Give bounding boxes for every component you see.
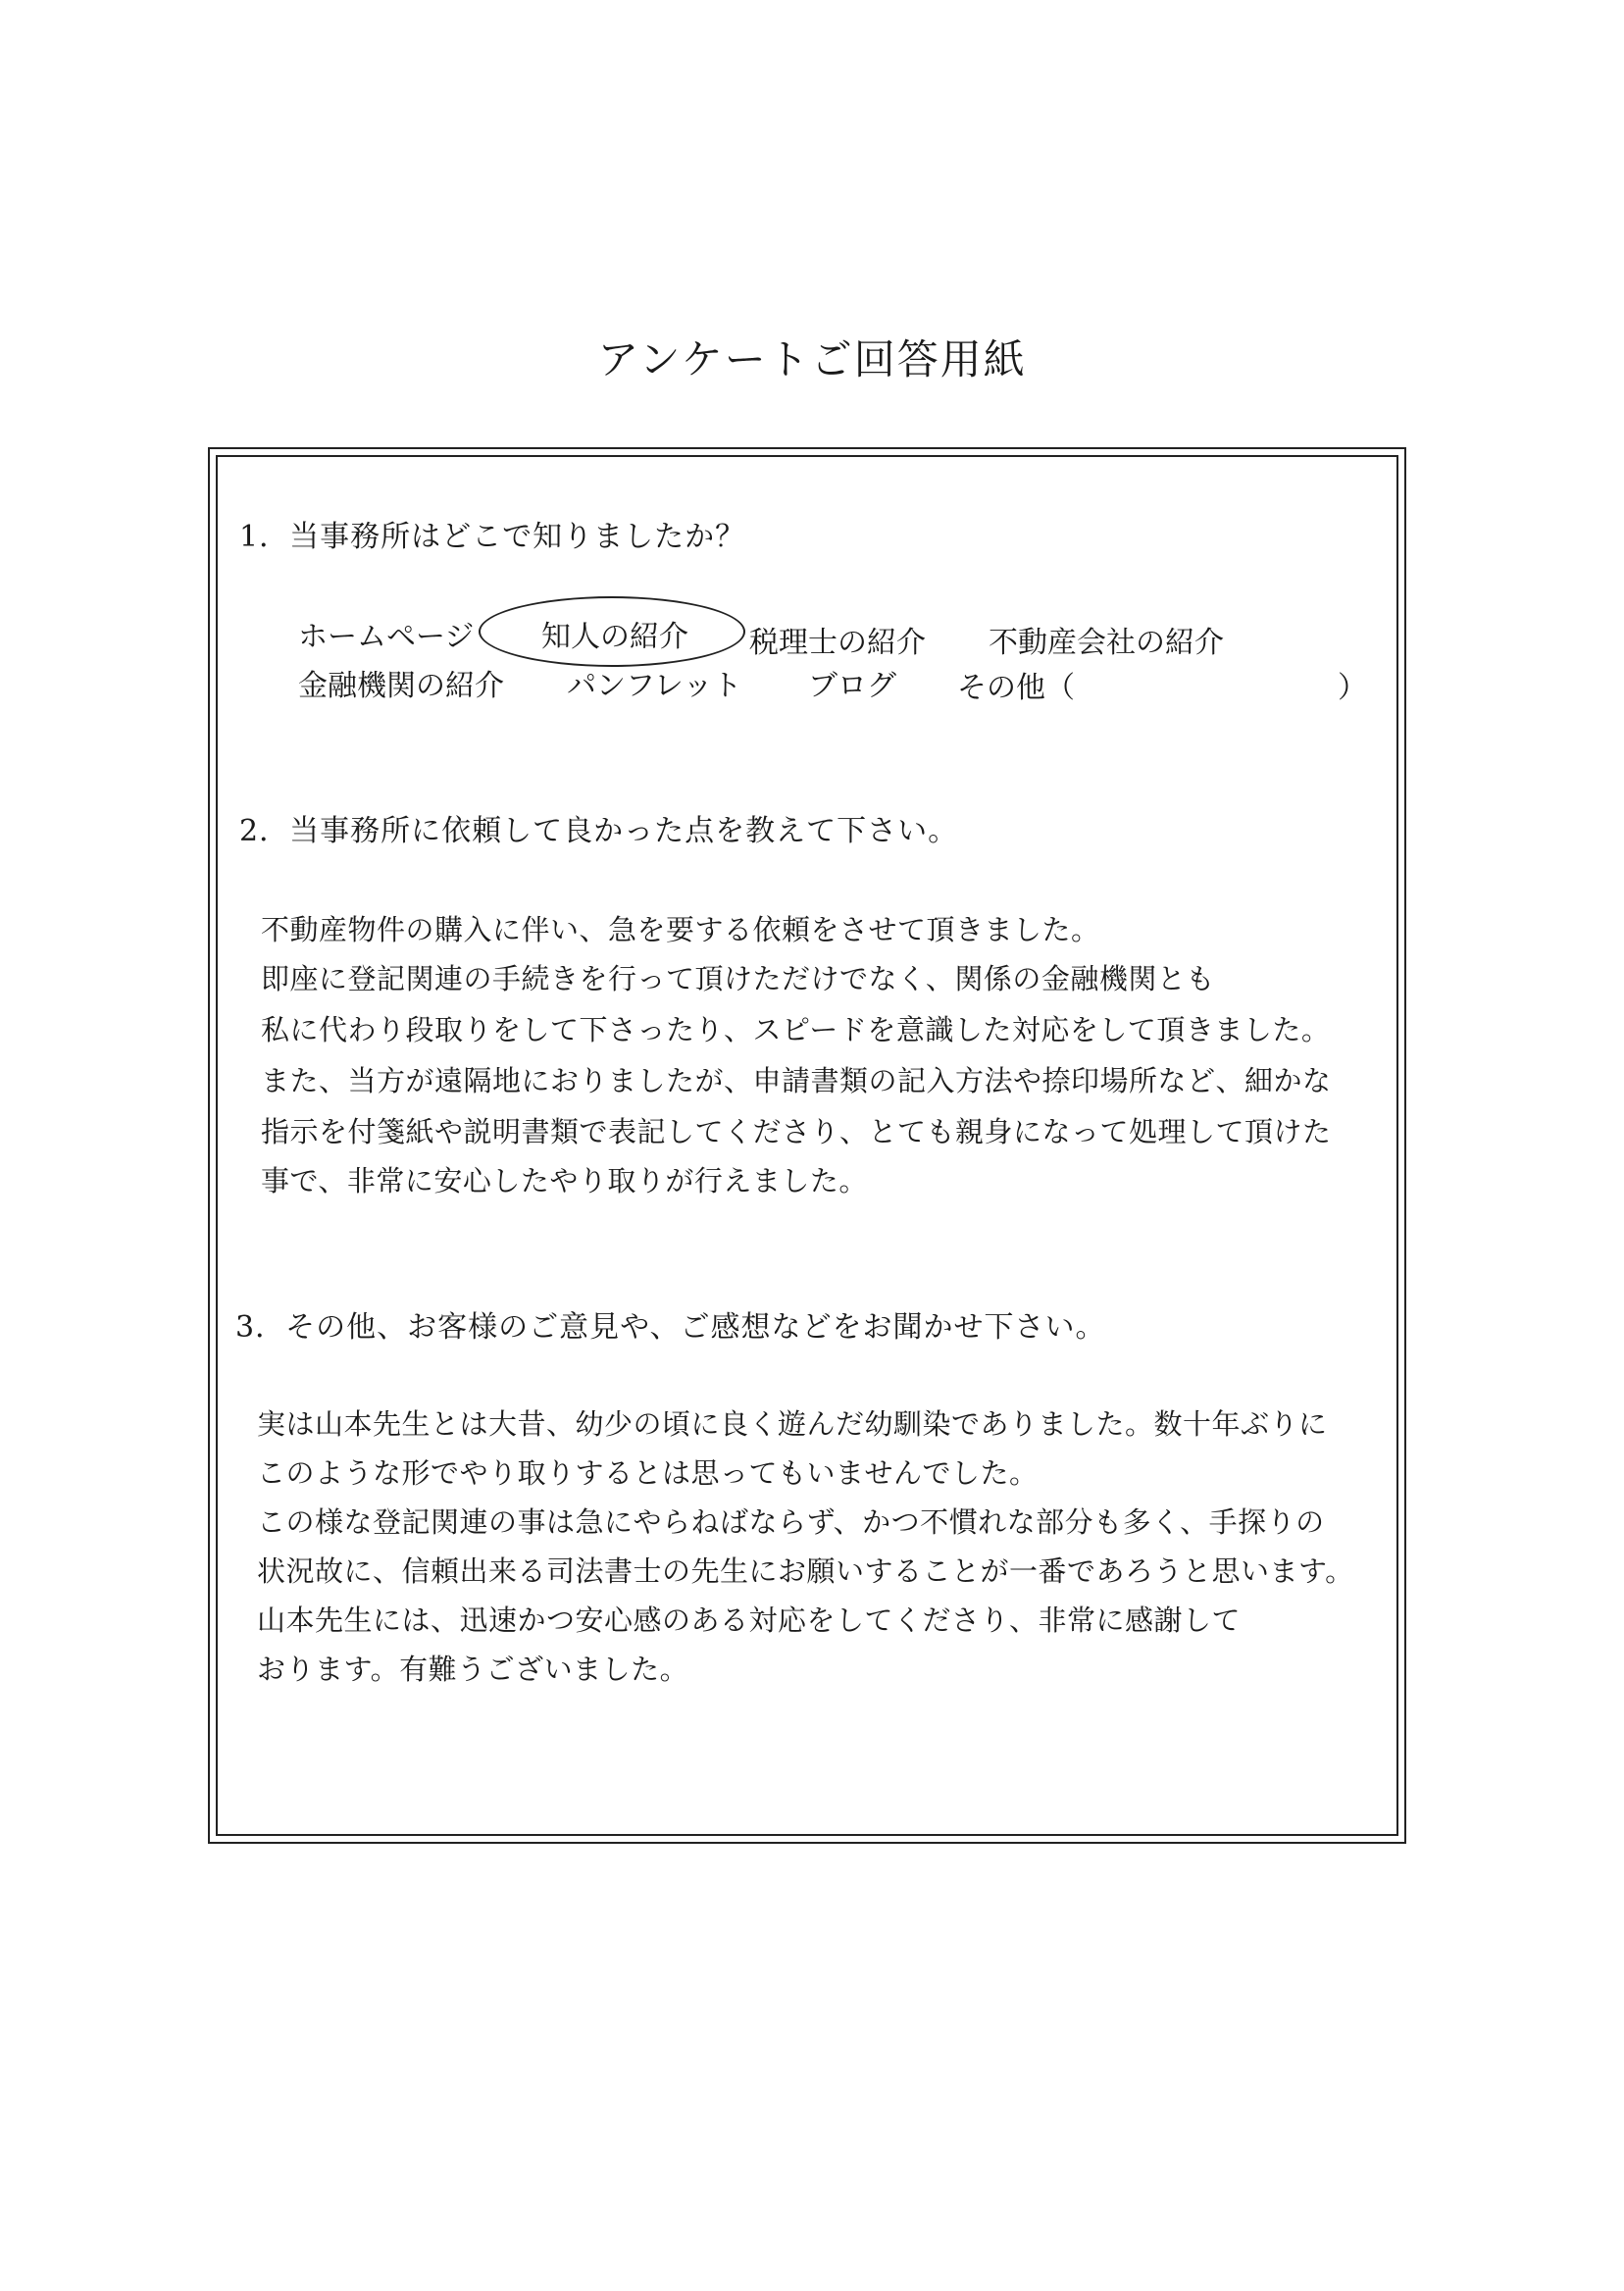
option-tax-accountant[interactable]: 税理士の紹介 xyxy=(749,626,926,660)
answer-3-line: この様な登記関連の事は急にやらねばならず、かつ不慣れな部分も多く、手探りの xyxy=(257,1505,1325,1539)
answer-2-line: 指示を付箋紙や説明書類で表記してくださり、とても親身になって処理して頂けた xyxy=(261,1115,1332,1148)
answer-2-line: 私に代わり段取りをして下さったり、スピードを意識した対応をして頂きました。 xyxy=(261,1013,1331,1046)
answer-2-line: 即座に登記関連の手続きを行って頂けただけでなく、関係の金融機関とも xyxy=(261,962,1215,995)
answer-2-line: また、当方が遠隔地におりましたが、申請書類の記入方法や捺印場所など、細かな xyxy=(261,1064,1332,1097)
answer-3-line: 実は山本先生とは大昔、幼少の頃に良く遊んだ幼馴染でありました。数十年ぶりに xyxy=(257,1407,1328,1441)
selected-circle-mark xyxy=(479,596,745,667)
option-acquaintance[interactable]: 知人の紹介 xyxy=(541,620,688,654)
option-financial-institution[interactable]: 金融機関の紹介 xyxy=(298,669,504,703)
question-2: 2．当事務所に依頼して良かった点を教えて下さい。 xyxy=(239,814,959,848)
question-3: 3．その他、お客様のご意見や、ご感想などをお聞かせ下さい。 xyxy=(235,1310,1106,1345)
answer-2-line: 不動産物件の購入に伴い、急を要する依頼をさせて頂きました。 xyxy=(261,913,1100,946)
answer-3-line: このような形でやり取りするとは思ってもいませんでした。 xyxy=(257,1456,1039,1490)
option-blog[interactable]: ブログ xyxy=(808,669,896,703)
option-homepage[interactable]: ホームページ xyxy=(298,620,475,654)
option-other-close-paren: ） xyxy=(1338,671,1367,705)
answer-3-line: おります。有難うございました。 xyxy=(257,1653,689,1686)
answer-2-line: 事で、非常に安心したやり取りが行えました。 xyxy=(261,1164,868,1197)
question-1: 1．当事務所はどこで知りましたか？ xyxy=(239,520,746,554)
answer-3-line: 山本先生には、迅速かつ安心感のある対応をしてくださり、非常に感謝して xyxy=(257,1604,1242,1637)
option-pamphlet[interactable]: パンフレット xyxy=(567,669,742,703)
answer-3-line: 状況故に、信頼出来る司法書士の先生にお願いすることが一番であろうと思います。 xyxy=(257,1554,1354,1588)
option-other[interactable]: その他（ xyxy=(957,671,1075,705)
page-title: アンケートご回答用紙 xyxy=(597,335,1027,383)
option-real-estate-company[interactable]: 不動産会社の紹介 xyxy=(989,626,1224,660)
